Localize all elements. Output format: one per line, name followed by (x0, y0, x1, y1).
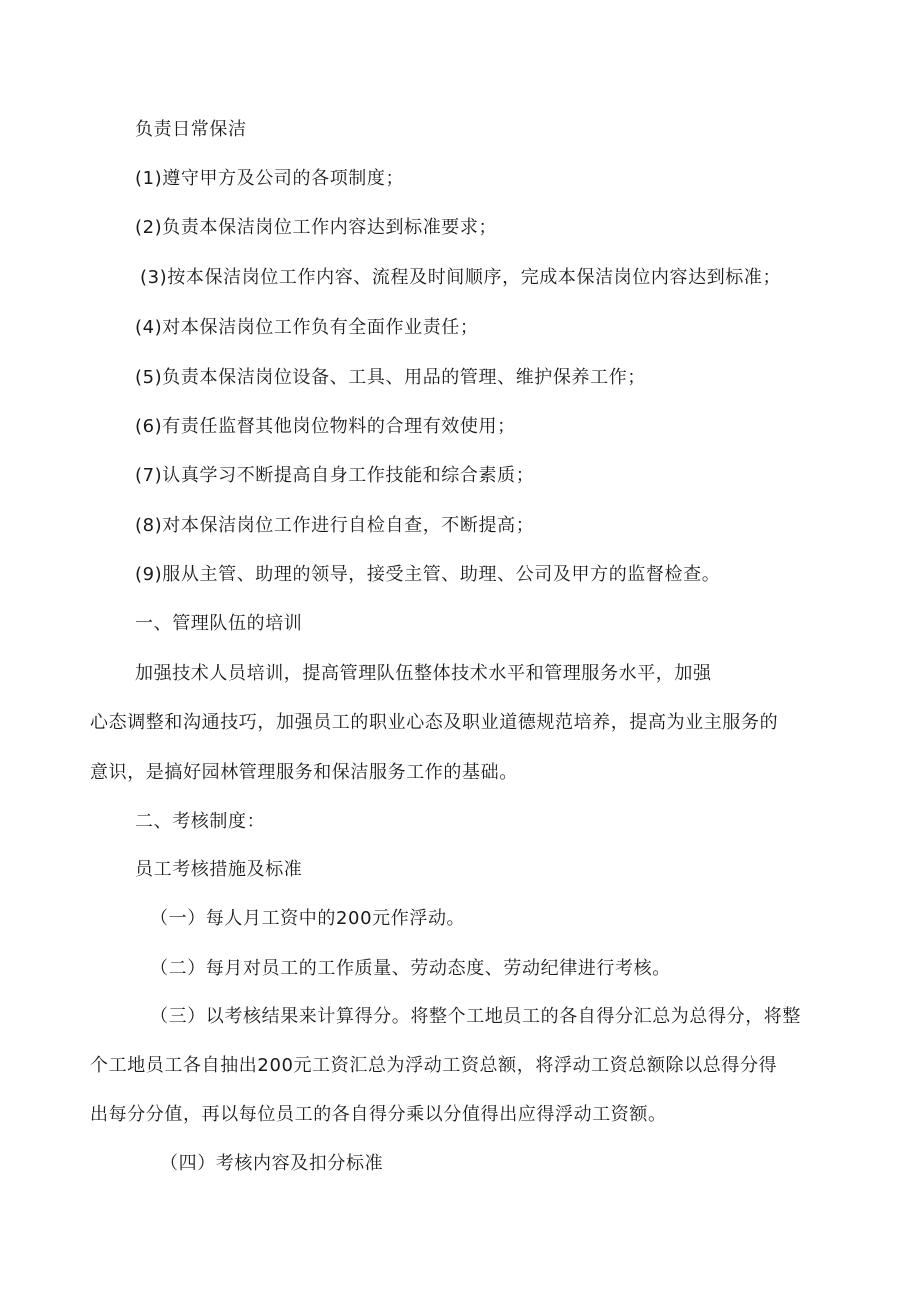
duty-item-7: (7)认真学习不断提高自身工作技能和综合素质； (135, 465, 535, 486)
section-2-title: 二、考核制度： (135, 811, 266, 832)
assessment-item-3-line-3: 出每分分值，再以每位员工的各自得分乘以分值得出应得浮动工资额。 (90, 1104, 667, 1125)
assessment-item-3-line-2: 个工地员工各自抽出200元工资汇总为浮动工资总额，将浮动工资总额除以总得分得 (90, 1055, 778, 1076)
section-2-subtitle: 员工考核措施及标准 (135, 859, 303, 880)
duty-item-9: (9)服从主管、助理的领导，接受主管、助理、公司及甲方的监督检查。 (135, 564, 721, 585)
section-1-para-line-1: 加强技术人员培训，提高管理队伍整体技术水平和管理服务水平，加强 (135, 663, 712, 684)
duty-item-8: (8)对本保洁岗位工作进行自检自查，不断提高； (135, 515, 535, 536)
duty-item-4: (4)对本保洁岗位工作负有全面作业责任； (135, 317, 479, 338)
assessment-item-1: （一）每人月工资中的200元作浮动。 (150, 908, 466, 929)
duty-item-2: (2)负责本保洁岗位工作内容达到标准要求； (135, 217, 498, 238)
section-1-title: 一、管理队伍的培训 (135, 613, 303, 634)
assessment-item-2: （二）每月对员工的工作质量、劳动态度、劳动纪律进行考核。 (150, 958, 671, 979)
duty-item-3: (3)按本保洁岗位工作内容、流程及时间顺序，完成本保洁岗位内容达到标准； (140, 267, 782, 288)
duty-item-1: (1)遵守甲方及公司的各项制度； (135, 168, 405, 189)
section-1-para-line-3: 意识，是搞好园林管理服务和保洁服务工作的基础。 (90, 762, 518, 783)
duty-item-6: (6)有责任监督其他岗位物料的合理有效使用； (135, 416, 516, 437)
section-1-para-line-2: 心态调整和沟通技巧，加强员工的职业心态及职业道德规范培养，提高为业主服务的 (90, 712, 779, 733)
assessment-item-3-line-1: （三）以考核结果来计算得分。将整个工地员工的各自得分汇总为总得分，将整 (150, 1006, 801, 1027)
duty-item-5: (5)负责本保洁岗位设备、工具、用品的管理、维护保养工作； (135, 367, 646, 388)
assessment-item-4: （四）考核内容及扣分标准 (160, 1153, 384, 1174)
heading-daily-cleaning: 负责日常保洁 (135, 119, 247, 140)
